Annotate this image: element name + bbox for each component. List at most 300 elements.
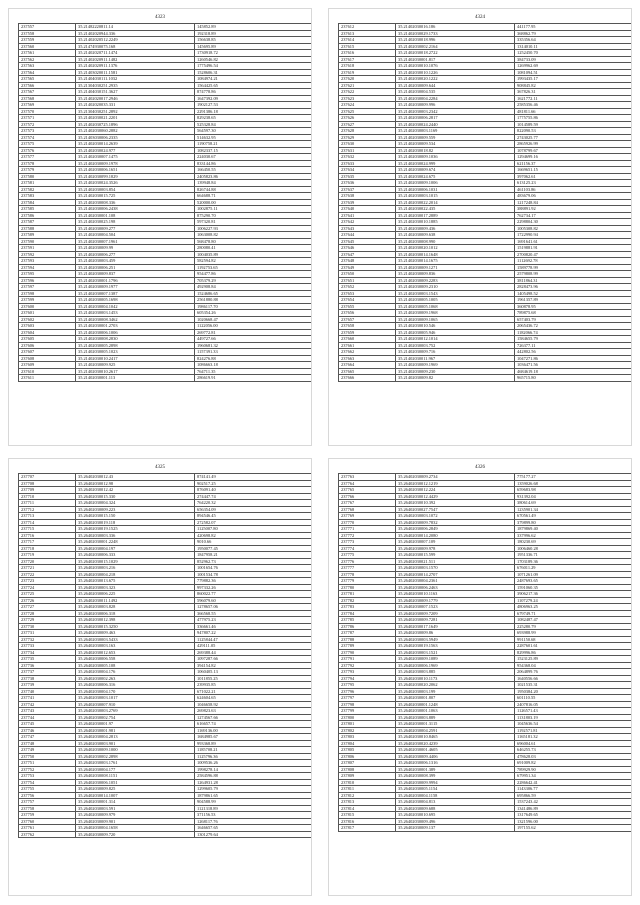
record-id-cell: 237735 [19, 656, 76, 663]
record-id-cell: 237709 [19, 487, 76, 494]
record-id-cell: 237579 [19, 167, 76, 174]
record-id-cell: 237559 [19, 37, 76, 44]
amount-cell: 483679.06 [515, 193, 633, 200]
amount-cell: 2407816.05 [515, 701, 633, 708]
amount-cell: 659683.98 [515, 487, 633, 494]
account-code-cell: 35.26402030009.86 [396, 630, 515, 637]
record-id-cell: 237566 [19, 82, 76, 89]
amount-cell: 269388.44 [195, 649, 313, 656]
amount-cell: 764220.32 [195, 500, 313, 507]
record-id-cell: 237749 [19, 747, 76, 754]
record-id-cell: 237618 [339, 63, 396, 70]
amount-cell: 269823.63 [195, 708, 313, 715]
account-code-cell: 35.21402030009.99 [76, 245, 195, 252]
amount-cell: 2700820.47 [515, 251, 633, 258]
record-id-cell: 237607 [19, 349, 76, 356]
amount-cell: 2743025.77 [515, 134, 633, 141]
amount-cell: 695866.59 [515, 792, 633, 799]
record-id-cell: 237710 [19, 493, 76, 500]
amount-cell: 274447.74 [195, 493, 313, 500]
record-id-cell: 237640 [339, 206, 396, 213]
account-code-cell: 35.21402030009.2310 [396, 284, 515, 291]
amount-cell: 4806963.25 [515, 604, 633, 611]
account-code-cell: 35.26402030009.901 [76, 818, 195, 825]
record-id-cell: 237811 [339, 786, 396, 793]
record-id-cell: 237644 [339, 232, 396, 239]
account-code-cell: 35.21402030060.2882 [76, 128, 195, 135]
account-code-cell: 35.21402030009.644 [396, 82, 515, 89]
account-code-cell: 35.21402030006.2817 [396, 115, 515, 122]
record-id-cell: 237619 [339, 69, 396, 76]
amount-cell: 965715.80 [515, 375, 633, 382]
amount-cell: 696004.61 [515, 740, 633, 747]
record-id-cell: 237801 [339, 721, 396, 728]
account-code-cell: 35.21402030003.854 [76, 186, 195, 193]
record-id-cell: 237716 [19, 532, 76, 539]
amount-cell: 829996.86 [515, 649, 633, 656]
account-code-cell: 35.21402030001.1796 [76, 277, 195, 284]
record-id-cell: 237723 [19, 578, 76, 585]
account-code-cell: 35.21402030009.1968 [396, 310, 515, 317]
amount-cell: 1086663.18 [195, 362, 313, 369]
account-code-cell: 35.26402030012.653 [76, 649, 195, 656]
amount-cell: 824276.88 [195, 355, 313, 362]
amount-cell: 1169136.00 [195, 727, 313, 734]
amount-cell: 1107279.24 [515, 597, 633, 604]
record-id-cell: 237660 [339, 336, 396, 343]
record-id-cell: 237608 [19, 355, 76, 362]
amount-cell: 384733.09 [515, 56, 633, 63]
amount-cell: 991150.68 [515, 636, 633, 643]
account-code-cell: 35.26402030004.218 [76, 571, 195, 578]
account-code-cell: 35.26402030015.599 [396, 552, 515, 559]
record-id-cell: 237760 [19, 818, 76, 825]
record-id-cell: 237570 [19, 108, 76, 115]
amount-cell: 379899.80 [515, 519, 633, 526]
amount-cell: 2298804.30 [515, 219, 633, 226]
account-code-cell: 35.21402030009.2283 [396, 277, 515, 284]
amount-cell: 477975.23 [195, 617, 313, 624]
amount-cell: 1879861.65 [195, 792, 313, 799]
account-code-cell: 35.26402030003.2769 [76, 708, 195, 715]
record-id-cell: 237647 [339, 251, 396, 258]
account-code-cell: 35.21402030003.1169 [396, 128, 515, 135]
account-code-cell: 35.21402030008.3462 [76, 316, 195, 323]
amount-cell: 1879869.40 [515, 526, 633, 533]
amount-cell: 397062.61 [515, 173, 633, 180]
amount-cell: 646255.73 [515, 747, 633, 754]
record-id-cell: 237789 [339, 643, 396, 650]
account-code-cell: 35.21402030010.1226 [396, 69, 515, 76]
record-id-cell: 237772 [339, 532, 396, 539]
account-code-cell: 35.26402030012.98 [76, 480, 195, 487]
amount-cell: 1014589.59 [515, 121, 633, 128]
account-code-cell: 35.26402030012.1219 [396, 480, 515, 487]
record-id-cell: 237721 [19, 565, 76, 572]
record-id-cell: 237806 [339, 753, 396, 760]
amount-cell: 368862.79 [515, 30, 633, 37]
account-code-cell: 35.26402030009.137 [396, 825, 515, 832]
amount-cell: 2487693.65 [515, 578, 633, 585]
record-id-cell: 237809 [339, 773, 396, 780]
record-id-cell: 237629 [339, 134, 396, 141]
amount-cell: 441177.95 [515, 24, 633, 31]
record-id-cell: 237557 [19, 24, 76, 31]
account-code-cell: 35.26402030003.591 [76, 805, 195, 812]
record-id-cell: 237784 [339, 610, 396, 617]
amount-cell: 596079.60 [195, 597, 313, 604]
record-id-cell: 237621 [339, 82, 396, 89]
record-id-cell: 237657 [339, 316, 396, 323]
record-id-cell: 237759 [19, 812, 76, 819]
account-code-cell: 35.21402030009.674 [396, 167, 515, 174]
account-code-cell: 35.26402030009.4406 [396, 753, 515, 760]
page-number: 4325 [155, 465, 165, 470]
account-code-cell: 35.21402030004.535 [396, 89, 515, 96]
account-code-cell: 35.26402030001.1063 [396, 708, 515, 715]
account-code-cell: 35.26402030006.2463 [396, 584, 515, 591]
record-id-cell: 237744 [19, 714, 76, 721]
amount-cell: 1684985.67 [195, 734, 313, 741]
amount-cell: 514632.95 [195, 134, 313, 141]
record-id-cell: 237796 [339, 688, 396, 695]
account-code-cell: 35.26402030002.754 [76, 714, 195, 721]
account-code-cell: 35.26402030009.720 [76, 831, 195, 838]
amount-cell: 2865926.99 [515, 141, 633, 148]
record-id-cell: 237568 [19, 95, 76, 102]
record-id-cell: 237728 [19, 610, 76, 617]
account-code-cell: 35.26402030017.1649 [396, 623, 515, 630]
record-id-cell: 237582 [19, 186, 76, 193]
record-id-cell: 237747 [19, 734, 76, 741]
record-id-cell: 237639 [339, 199, 396, 206]
record-id-cell: 237593 [19, 258, 76, 265]
account-code-cell: 35.21304030251.2892 [76, 108, 195, 115]
record-id-cell: 237616 [339, 50, 396, 57]
document-page-1 [8, 8, 312, 446]
amount-cell: 2585356.46 [515, 102, 633, 109]
ledger-table [18, 23, 312, 382]
record-id-cell: 237727 [19, 604, 76, 611]
record-id-cell: 237765 [339, 487, 396, 494]
record-id-cell: 237773 [339, 539, 396, 546]
record-id-cell: 237600 [19, 303, 76, 310]
amount-cell: 656354.09 [195, 506, 313, 513]
account-code-cell: 35.21402030003.1453 [76, 310, 195, 317]
account-code-cell: 35.26402030001.1248 [396, 701, 515, 708]
record-id-cell: 237783 [339, 604, 396, 611]
account-code-cell: 35.21402030018.2722 [396, 50, 515, 57]
record-id-cell: 237567 [19, 89, 76, 96]
amount-cell: 1646657.65 [195, 825, 313, 832]
record-id-cell: 237656 [339, 310, 396, 317]
record-id-cell: 237814 [339, 805, 396, 812]
record-id-cell: 237791 [339, 656, 396, 663]
amount-cell: 3906217.36 [515, 591, 633, 598]
document-page-4 [328, 458, 632, 896]
amount-cell: 1321596.00 [515, 818, 633, 825]
record-id-cell: 237762 [19, 831, 76, 838]
amount-cell: 1001534.78 [195, 571, 313, 578]
account-code-cell: 35.26402030003.1521 [396, 649, 515, 656]
account-code-cell: 35.21402030011.967 [396, 355, 515, 362]
amount-cell: 1009536.26 [195, 760, 313, 767]
record-id-cell: 237653 [339, 290, 396, 297]
record-id-cell: 237795 [339, 682, 396, 689]
table-row [339, 375, 633, 382]
amount-cell: 139948.84 [195, 180, 313, 187]
record-id-cell: 237643 [339, 225, 396, 232]
record-id-cell: 237808 [339, 766, 396, 773]
account-code-cell: 35.21402030007.1475 [76, 154, 195, 161]
record-id-cell: 237590 [19, 238, 76, 245]
account-code-cell: 35.21402030008.2830 [76, 336, 195, 343]
account-code-cell: 35.21402030009.1036 [396, 154, 515, 161]
record-id-cell: 237597 [19, 284, 76, 291]
record-id-cell: 237792 [339, 662, 396, 669]
amount-cell: 371156.53 [195, 812, 313, 819]
amount-cell: 693988.99 [515, 630, 633, 637]
account-code-cell: 35.21403020011.1581 [76, 69, 195, 76]
record-id-cell: 237733 [19, 643, 76, 650]
record-id-cell: 237769 [339, 513, 396, 520]
account-code-cell: 35.26402030004.813 [396, 799, 515, 806]
record-id-cell: 237807 [339, 760, 396, 767]
amount-cell: 1190758.21 [195, 141, 313, 148]
amount-cell: 1584655.79 [515, 336, 633, 343]
account-code-cell: 35.21404030111.1032 [76, 76, 195, 83]
account-code-cell: 35.21402030003.2342 [396, 108, 515, 115]
amount-cell: 1045636.54 [515, 721, 633, 728]
amount-cell: 420698.82 [195, 532, 313, 539]
record-id-cell: 237741 [19, 695, 76, 702]
record-id-cell: 237750 [19, 753, 76, 760]
amount-cell: 931392.04 [515, 493, 633, 500]
account-code-cell: 35.26402030009.223 [76, 506, 195, 513]
account-code-cell: 35.26402030003.1072 [396, 513, 515, 520]
record-id-cell: 237717 [19, 539, 76, 546]
record-id-cell: 237785 [339, 617, 396, 624]
account-code-cell: 35.26402030006.318 [76, 610, 195, 617]
amount-cell: 2579808.99 [515, 271, 633, 278]
record-id-cell: 237563 [19, 63, 76, 70]
amount-cell: 597320.81 [195, 219, 313, 226]
record-id-cell: 237757 [19, 799, 76, 806]
amount-cell: 366568.55 [195, 610, 313, 617]
amount-cell: 1950077.45 [195, 545, 313, 552]
amount-cell: 337996.62 [515, 532, 633, 539]
account-code-cell: 35.21402030021.2201 [76, 115, 195, 122]
account-code-cell: 35.21402030009.836 [396, 271, 515, 278]
amount-cell: 1960681.32 [195, 342, 313, 349]
account-code-cell: 35.21402030020.1222 [396, 76, 515, 83]
account-code-cell: 35.21402020911.1376 [76, 63, 195, 70]
amount-cell: 429111.05 [195, 643, 313, 650]
amount-cell: 874778.86 [195, 89, 313, 96]
record-id-cell: 237748 [19, 740, 76, 747]
record-id-cell: 237650 [339, 271, 396, 278]
account-code-cell: 35.21482220811.14 [76, 24, 195, 31]
record-id-cell: 237734 [19, 649, 76, 656]
amount-cell: 829238.65 [195, 115, 313, 122]
amount-cell: 775177.27 [515, 474, 633, 481]
amount-cell: 225280.79 [515, 623, 633, 630]
account-code-cell: 35.26402030007.109 [396, 539, 515, 546]
record-id-cell: 237718 [19, 545, 76, 552]
record-id-cell: 237561 [19, 50, 76, 57]
account-code-cell: 35.21402030099.1829 [76, 173, 195, 180]
amount-cell: 1703189.36 [515, 558, 633, 565]
account-code-cell: 35.26402030003.1761 [76, 760, 195, 767]
amount-cell: 1125844.47 [195, 636, 313, 643]
account-code-cell: 35.26402030005.1154 [396, 786, 515, 793]
record-id-cell: 237712 [19, 506, 76, 513]
account-code-cell: 35.21402020512.2249 [76, 37, 195, 44]
amount-cell: 224030.67 [195, 154, 313, 161]
account-code-cell: 35.21402030003.1543 [396, 290, 515, 297]
record-id-cell: 237598 [19, 290, 76, 297]
record-id-cell: 237585 [19, 206, 76, 213]
record-id-cell: 237816 [339, 818, 396, 825]
account-code-cell: 35.21402030009.925 [76, 362, 195, 369]
amount-cell: 1299605.79 [195, 786, 313, 793]
account-code-cell: 35.21402030009.534 [396, 141, 515, 148]
account-code-cell: 35.26402030009.1000 [76, 747, 195, 754]
amount-cell: 166450.55 [195, 167, 313, 174]
amount-cell: 902517.25 [195, 480, 313, 487]
record-id-cell: 237719 [19, 552, 76, 559]
amount-cell: 779882.36 [195, 578, 313, 585]
account-code-cell: 35.26402030002.263 [76, 675, 195, 682]
account-code-cell: 35.26402030015.330 [76, 493, 195, 500]
record-id-cell: 237613 [339, 30, 396, 37]
amount-cell: 1071261.09 [515, 571, 633, 578]
record-id-cell: 237615 [339, 43, 396, 50]
account-code-cell: 35.21402030008.990 [396, 238, 515, 245]
account-code-cell: 35.26402030001.2248 [76, 539, 195, 546]
amount-cell: 616657.74 [195, 721, 313, 728]
account-code-cell: 35.26402030003.828 [76, 604, 195, 611]
record-id-cell: 237666 [339, 375, 396, 382]
account-code-cell: 35.26402030012.42 [76, 487, 195, 494]
document-page-3 [8, 458, 312, 896]
account-code-cell: 35.21402030006.1031 [396, 186, 515, 193]
record-id-cell: 237781 [339, 591, 396, 598]
amount-cell: 492908.84 [195, 284, 313, 291]
amount-cell: 1524686.65 [195, 290, 313, 297]
record-id-cell: 237755 [19, 786, 76, 793]
record-id-cell: 237646 [339, 245, 396, 252]
amount-cell: 605354.26 [195, 310, 313, 317]
record-id-cell: 237558 [19, 30, 76, 37]
account-code-cell: 35.26402030006.316 [76, 682, 195, 689]
account-code-cell: 35.21402030009.559 [396, 134, 515, 141]
account-code-cell: 35.26402030014.1007 [76, 792, 195, 799]
amount-cell: 1260546.82 [195, 56, 313, 63]
amount-cell: 1519881.91 [515, 245, 633, 252]
amount-cell: 1528606.31 [195, 69, 313, 76]
amount-cell: 1722990.94 [515, 232, 633, 239]
record-id-cell: 237708 [19, 480, 76, 487]
account-code-cell: 35.21402030001.817 [396, 56, 515, 63]
amount-cell: 904588.99 [195, 799, 313, 806]
record-id-cell: 237726 [19, 597, 76, 604]
account-code-cell: 35.26402030008.399 [396, 773, 515, 780]
account-code-cell: 35.21402030005.1005 [396, 297, 515, 304]
account-code-cell: 35.26402030020.4239 [396, 740, 515, 747]
account-code-cell: 35.21402030010.546 [396, 323, 515, 330]
record-id-cell: 237630 [339, 141, 396, 148]
amount-cell: 1122056.00 [195, 323, 313, 330]
account-code-cell: 35.26402030014.2080 [396, 532, 515, 539]
amount-cell: 1591060.35 [515, 584, 633, 591]
record-id-cell: 237737 [19, 669, 76, 676]
record-id-cell: 237594 [19, 264, 76, 271]
amount-cell: 1082487.47 [515, 617, 633, 624]
amount-cell: 1691641.61 [515, 238, 633, 245]
amount-cell: 833144.86 [195, 160, 313, 167]
amount-cell: 762734.17 [515, 212, 633, 219]
account-code-cell: 35.26402030010.695 [396, 812, 515, 819]
account-code-cell: 35.21402030014.1648 [396, 251, 515, 258]
record-id-cell: 237779 [339, 578, 396, 585]
record-id-cell: 237635 [339, 173, 396, 180]
record-id-cell: 237574 [19, 134, 76, 141]
record-id-cell: 237720 [19, 558, 76, 565]
amount-cell: 1264931.28 [195, 779, 313, 786]
record-id-cell: 237560 [19, 43, 76, 50]
account-code-cell: 35.26402030001.807 [396, 695, 515, 702]
amount-cell: 1268117.76 [195, 818, 313, 825]
account-code-cell: 35.21402030001.113 [76, 375, 195, 382]
record-id-cell: 237793 [339, 669, 396, 676]
amount-cell: 2287601.61 [515, 643, 633, 650]
account-code-cell: 35.26402030001.97 [76, 721, 195, 728]
record-id-cell: 237798 [339, 701, 396, 708]
account-code-cell: 35.21474930075.168 [76, 43, 195, 50]
amount-cell: 875290.70 [195, 212, 313, 219]
record-id-cell: 237609 [19, 362, 76, 369]
account-code-cell: 35.26402030011.1492 [76, 597, 195, 604]
account-code-cell: 35.26402030004.2361 [396, 578, 515, 585]
amount-cell: 2291386.18 [195, 108, 313, 115]
record-id-cell: 237738 [19, 675, 76, 682]
record-id-cell: 237573 [19, 128, 76, 135]
ledger-table [18, 473, 312, 838]
record-id-cell: 237766 [339, 493, 396, 500]
account-code-cell: 35.26402030003.901 [76, 740, 195, 747]
amount-cell: 1192571.81 [515, 727, 633, 734]
amount-cell: 1121318.89 [195, 805, 313, 812]
account-code-cell: 35.26402030010.8465 [396, 734, 515, 741]
account-code-cell: 35.21402030020.1012 [396, 245, 515, 252]
amount-cell: 1081094.51 [515, 69, 633, 76]
record-id-cell: 237575 [19, 141, 76, 148]
account-code-cell: 35.21402020711.1474 [76, 50, 195, 57]
amount-cell: 568478.80 [195, 238, 313, 245]
amount-cell: 461103.86 [515, 186, 633, 193]
record-id-cell: 237576 [19, 147, 76, 154]
record-id-cell: 237739 [19, 682, 76, 689]
account-code-cell: 35.26402030015.1029 [76, 558, 195, 565]
account-code-cell: 35.21402030029.1733 [396, 30, 515, 37]
amount-cell: 621156.37 [515, 160, 633, 167]
account-code-cell: 35.21402030009.1978 [76, 160, 195, 167]
account-code-cell: 35.26402030009.978 [396, 545, 515, 552]
amount-cell: 789929.90 [515, 766, 633, 773]
record-id-cell: 237714 [19, 519, 76, 526]
account-code-cell: 35.21402030018.996 [396, 37, 515, 44]
